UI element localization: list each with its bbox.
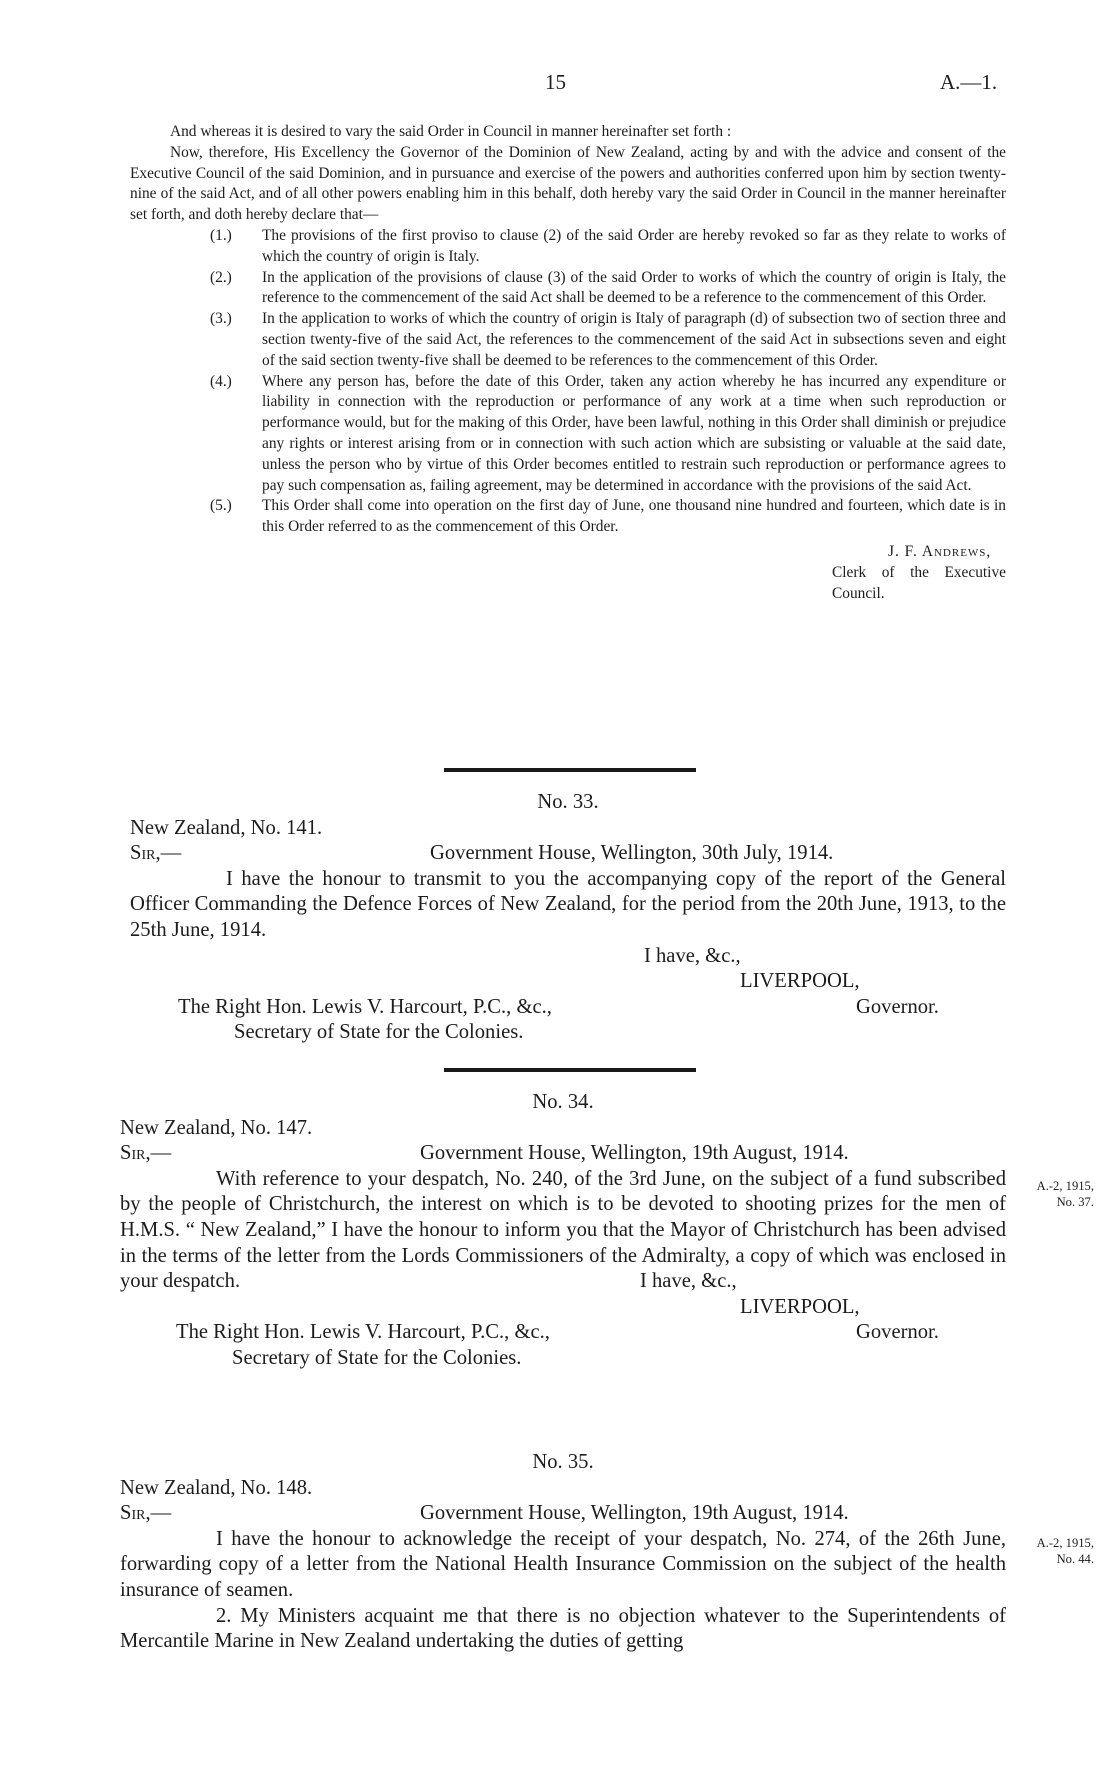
signer: LIVERPOOL, [740, 1295, 860, 1318]
page-number: 15 [545, 70, 566, 94]
margin-note [1014, 1178, 1094, 1210]
margin-note-ref: A.-2, 1915, [1036, 1536, 1094, 1550]
salutation: Sir,— [120, 1142, 172, 1165]
order-clause [210, 268, 1006, 310]
clause-number: (4.) [210, 372, 232, 390]
nz-reference: New Zealand, No. 148. [120, 1476, 313, 1499]
margin-note-ref: A.-2, 1915, [1036, 1179, 1094, 1193]
order-clause [210, 309, 1006, 371]
despatch-35 [120, 1450, 1006, 1655]
signer-title: Governor. [856, 995, 939, 1018]
clause-text: This Order shall come into operation on the first day of June, one thousand nine hundred and fourteen, which date is in this Order referred to as the commencement of this Order. [262, 497, 1006, 536]
clause-number: (3.) [210, 310, 232, 328]
despatch-paragraph: 2. My Ministers acquaint me that there is no objection whatever to the Superintendents of Mercantile Marine in New Zealand undertaking the duties of getting [120, 1604, 1006, 1653]
addressee-office: Secretary of State for the Colonies. [232, 1346, 522, 1369]
addressee: The Right Hon. Lewis V. Harcourt, P.C., &c., [178, 995, 552, 1018]
margin-note-no: No. 44. [1056, 1552, 1094, 1566]
salutation-line [120, 1501, 1006, 1527]
addressee-row [120, 1320, 1006, 1346]
order-in-council [130, 122, 1006, 604]
despatch-paragraph: I have the honour to transmit to you the accompanying copy of the report of the General Officer Commanding the Defence Forces of New Zealand, for the period from the 20th June, 1913, to the 25th June, 1914. [130, 867, 1006, 941]
place-date: Government House, Wellington, 19th August, 1914. [420, 1502, 849, 1525]
order-clause [210, 226, 1006, 268]
signer-row [120, 1295, 1006, 1321]
clause-text: The provisions of the first proviso to clause (2) of the said Order are hereby revoked so far as they relate to works of which the country of origin is Italy. [262, 226, 1006, 265]
closing-row [130, 944, 1006, 970]
section-divider [444, 768, 696, 772]
addressee: The Right Hon. Lewis V. Harcourt, P.C., &c., [176, 1321, 550, 1344]
clause-text: Where any person has, before the date of this Order, taken any action whereby he has incurred any expenditure or liability in connection with the reproduction or performance of any work at a time when such reproduction or performance would, but for the making of this Order, have been lawful, nothing in this Order shall diminish or prejudice any rights or interest arising from or in connection with such action which are subsisting or valuable at the said date, unless the person who by virtue of this Order becomes entitled to restrain such reproduction or performance agrees to pay such compensation as, failing agreement, may be determined in accordance with the provisions of the said Act. [262, 372, 1006, 494]
page-header [0, 70, 1114, 100]
closing: I have, &c., [644, 944, 741, 967]
place-date: Government House, Wellington, 30th July, 1914. [430, 842, 834, 865]
order-intro: And whereas it is desired to vary the said Order in Council in manner hereinafter set forth : [170, 123, 732, 140]
margin-note [1014, 1535, 1094, 1567]
nz-reference: New Zealand, No. 141. [130, 816, 323, 839]
despatch-34 [120, 1090, 1006, 1372]
clause-number: (5.) [210, 497, 232, 515]
despatch-paragraph: With reference to your despatch, No. 240, of the 3rd June, on the subject of a fund subscribed by the people of Christchurch, the interest on which is to be devoted to shooting prizes for the men of H.M.S. “ New Zealand,” I have the honour to inform you that the Mayor of Christchurch has been advised in the terms of the letter from the Lords Commissioners of the Admiralty, a copy of which was enclosed in your despatch. [120, 1167, 1006, 1293]
salutation: Sir,— [120, 1502, 172, 1525]
section-divider [444, 1068, 696, 1072]
signer: LIVERPOOL, [740, 970, 860, 993]
order-clauses [130, 226, 1006, 538]
despatch-number: No. 35. [532, 1451, 594, 1473]
despatch-number: No. 34. [532, 1091, 594, 1113]
signatory-name: J. F. Andrews, [888, 542, 992, 560]
clause-text: In the application of the provisions of clause (3) of the said Order to works of which the country of origin is Italy, the reference to the commencement of the said Act shall be deemed to be a reference to the commencement of this Order. [262, 268, 1006, 307]
clause-text: In the application to works of which the country of origin is Italy of paragraph (d) of subsection two of section three and section twenty-five of the said Act, the references to the commencement of the said Act in subsections seven and eight of the said section twenty-five shall be deemed to be references to the commencement of this Order. [262, 310, 1006, 369]
despatch-number: No. 33. [537, 791, 599, 813]
clause-number: (2.) [210, 268, 232, 286]
order-clause [210, 496, 1006, 538]
despatch-33 [130, 790, 1006, 1046]
addressee-office: Secretary of State for the Colonies. [234, 1021, 524, 1044]
margin-note-no: No. 37. [1056, 1195, 1094, 1209]
order-body: Now, therefore, His Excellency the Governor of the Dominion of New Zealand, acting by and with the advice and consent of the Executive Council of the said Dominion, and in pursuance and exercise of the powers and authorities conferred upon him by section twenty-nine of the said Act, and of all other powers enabling him in this behalf, doth hereby vary the said Order in Council in the manner hereinafter set forth, and doth hereby declare that— [130, 143, 1006, 224]
nz-reference: New Zealand, No. 147. [120, 1116, 313, 1139]
order-clause [210, 372, 1006, 497]
order-signature [760, 542, 1006, 604]
document-reference: A.—1. [940, 70, 998, 94]
salutation: Sir,— [130, 842, 182, 865]
clause-number: (1.) [210, 226, 232, 244]
closing: I have, &c., [640, 1270, 737, 1292]
addressee-row [130, 995, 1006, 1021]
signatory-office: Clerk of the Executive Council. [832, 563, 1006, 602]
signer-row [130, 969, 1006, 995]
salutation-line [130, 841, 1006, 867]
place-date: Government House, Wellington, 19th August, 1914. [420, 1142, 849, 1165]
signer-title: Governor. [856, 1321, 939, 1344]
salutation-line [120, 1141, 1006, 1167]
despatch-paragraph: I have the honour to acknowledge the receipt of your despatch, No. 274, of the 26th June, forwarding copy of a letter from the National Health Insurance Commission on the subject of the health insurance of seamen. [120, 1527, 1006, 1601]
